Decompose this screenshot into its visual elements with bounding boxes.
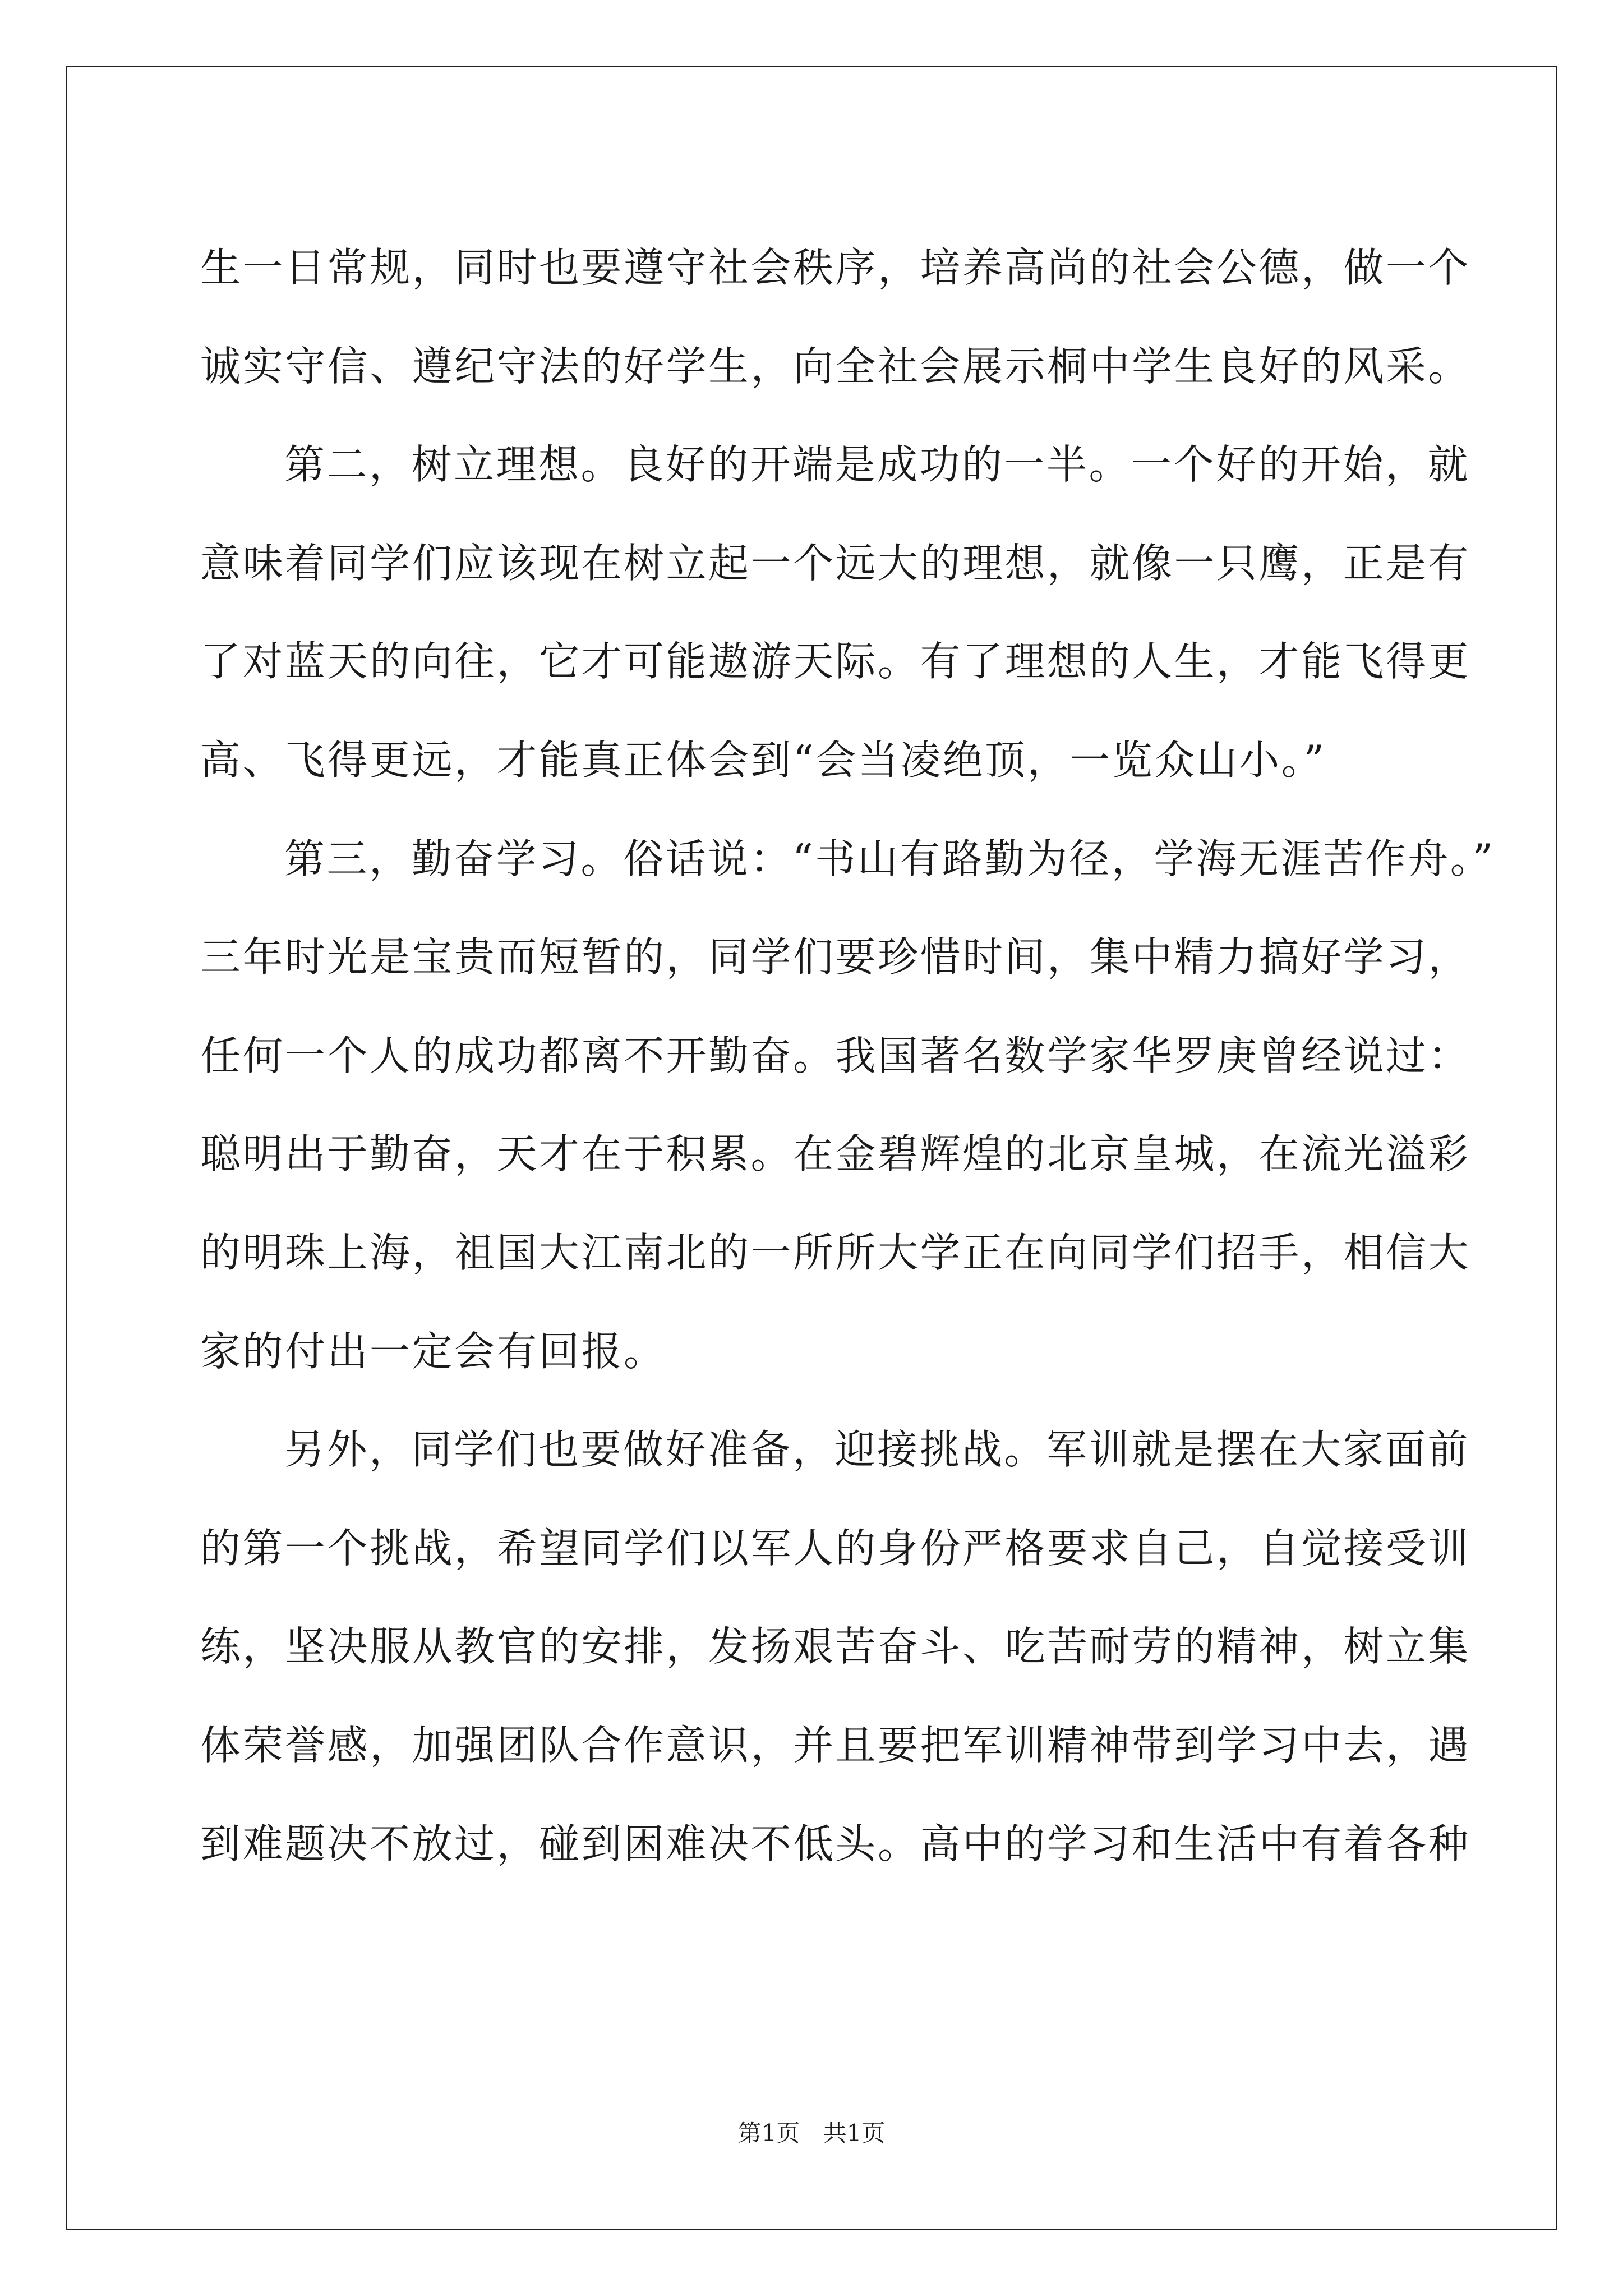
page-total: 共1页 — [823, 2119, 886, 2147]
text-line: 第三，勤奋学习。俗话说：“书山有路勤为径，学海无涯苦作舟。” — [284, 835, 1495, 882]
page-number: 第1页 — [737, 2119, 800, 2147]
text-line: 了对蓝天的向往，它才可能遨游天际。有了理想的人生，才能飞得更 — [200, 638, 1471, 685]
text-line: 三年时光是宝贵而短暂的，同学们要珍惜时间，集中精力搞好学习， — [200, 933, 1471, 981]
text-line: 另外，同学们也要做好准备，迎接挑战。军训就是摆在大家面前 — [284, 1426, 1470, 1474]
text-line: 家的付出一定会有回报。 — [200, 1327, 666, 1375]
document-body — [200, 219, 1495, 1893]
page-footer — [0, 2115, 1623, 2148]
text-line: 到难题决不放过，碰到困难决不低头。高中的学习和生活中有着各种 — [200, 1820, 1471, 1867]
text-line: 的第一个挑战，希望同学们以军人的身份严格要求自己，自觉接受训 — [200, 1524, 1471, 1572]
text-line: 诚实守信、遵纪守法的好学生，向全社会展示桐中学生良好的风采。 — [200, 342, 1471, 390]
text-line: 高、飞得更远，才能真正体会到“会当凌绝顶，一览众山小。” — [200, 736, 1326, 784]
text-line: 生一日常规，同时也要遵守社会秩序，培养高尚的社会公德，做一个 — [200, 244, 1471, 291]
text-line: 聪明出于勤奋，天才在于积累。在金碧辉煌的北京皇城，在流光溢彩 — [200, 1130, 1471, 1178]
text-line: 任何一个人的成功都离不开勤奋。我国著名数学家华罗庚曾经说过： — [200, 1032, 1471, 1079]
text-line: 第二，树立理想。良好的开端是成功的一半。一个好的开始，就 — [284, 441, 1470, 489]
text-line: 意味着同学们应该现在树立起一个远大的理想，就像一只鹰，正是有 — [200, 539, 1471, 587]
text-line: 体荣誉感，加强团队合作意识，并且要把军训精神带到学习中去，遇 — [200, 1721, 1471, 1769]
text-line: 的明珠上海，祖国大江南北的一所所大学正在向同学们招手，相信大 — [200, 1228, 1471, 1276]
text-line: 练，坚决服从教官的安排，发扬艰苦奋斗、吃苦耐劳的精神，树立集 — [200, 1623, 1471, 1671]
